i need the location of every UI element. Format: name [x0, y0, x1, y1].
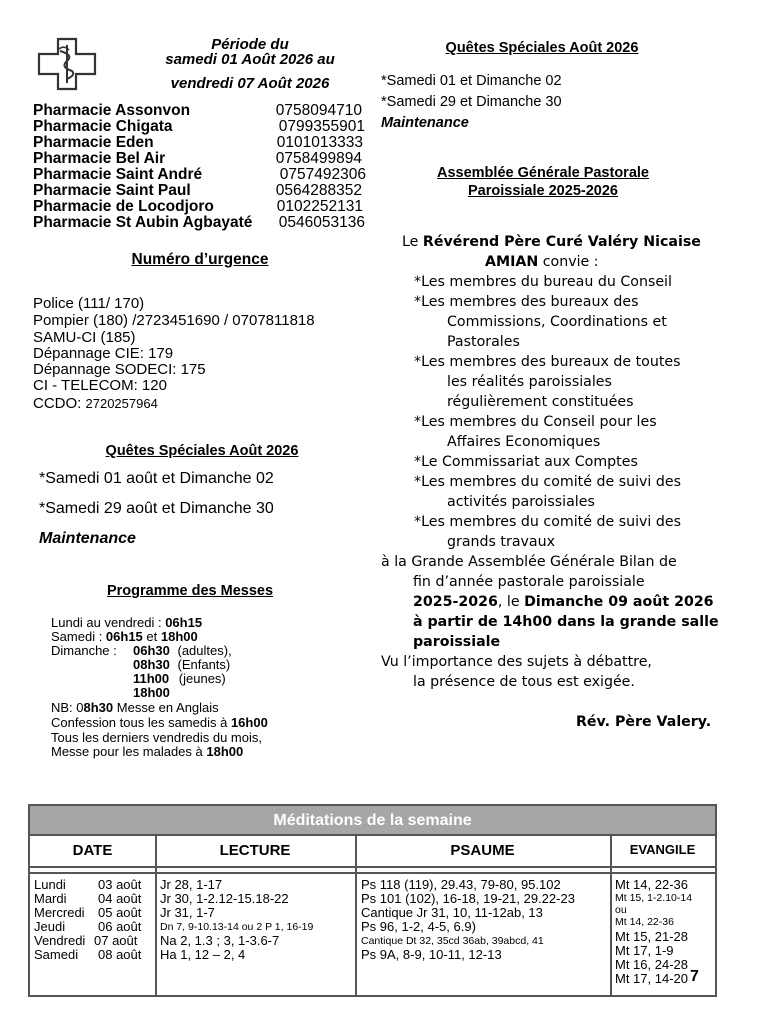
ccdo-number: 2720257964	[85, 396, 158, 411]
pharmacy-phone: 0757492306	[279, 166, 366, 183]
intro-text: Le	[402, 234, 423, 250]
pharmacy-row	[33, 135, 365, 151]
assemblee-p6: Vu l’importance des sujets à débattre,	[381, 654, 652, 670]
column-divider	[610, 836, 612, 995]
programme-label: Samedi :	[51, 629, 106, 644]
lecture-item: Jr 28, 1-17	[160, 877, 223, 892]
period-line-1: Période du	[211, 36, 289, 53]
psaume-item: Cantique Jr 31, 10, 11-12ab, 13	[361, 905, 543, 920]
invitee-item-cont: Commissions, Coordinations et	[447, 314, 667, 330]
programme-title: Programme des Messes	[106, 583, 274, 599]
programme-time: 16h00	[230, 715, 268, 730]
header-lecture: LECTURE	[219, 842, 291, 859]
pharmacy-name: Pharmacie St Aubin Agbayaté	[33, 214, 253, 231]
intro-text: convie :	[538, 254, 599, 270]
programme-label: NB: 0	[51, 700, 84, 715]
programme-time: 18h00	[160, 629, 198, 644]
programme-time: 08h30	[133, 657, 170, 672]
lecture-item: Ha 1, 12 – 2, 4	[160, 947, 246, 962]
evangile-item: Mt 17, 1-9	[615, 943, 674, 958]
pharmacy-row	[33, 151, 365, 167]
lecture-item: Dn 7, 9-10.13-14 ou 2 P 1, 16-19	[160, 921, 314, 933]
pharmacy-name: Pharmacie Bel Air	[33, 150, 166, 167]
pharmacy-name: Pharmacie Assonvon	[33, 102, 191, 119]
period-line-3: vendredi 07 Août 2026	[170, 75, 330, 92]
header-evangile: EVANGILE	[629, 842, 696, 857]
pharmacy-name: Pharmacie de Locodjoro	[33, 198, 214, 215]
urgence-line: Pompier (180) /2723451690 / 0707811818	[33, 312, 315, 329]
quetes-right-line-2: *Samedi 29 et Dimanche 30	[381, 94, 562, 110]
quetes-right-line-3: Maintenance	[381, 115, 469, 131]
programme-row-dimanche-2	[133, 658, 230, 671]
pharmacy-phone: 0799355901	[278, 118, 365, 135]
programme-label: Confession tous les samedis à	[51, 715, 231, 730]
programme-row-last-2	[51, 745, 243, 758]
assemblee-date: Dimanche 09 août 2026	[524, 594, 714, 610]
invitee-item: *Les membres du comité de suivi des	[414, 514, 681, 530]
programme-row-confession	[51, 716, 268, 729]
programme-label: Lundi au vendredi :	[51, 615, 166, 630]
pharmacy-phone: 0758499894	[275, 150, 362, 167]
assemblee-text: , le	[497, 594, 525, 610]
assemblee-p1: à la Grande Assemblée Générale Bilan de	[381, 554, 677, 570]
urgence-title: Numéro d’urgence	[131, 251, 269, 268]
evangile-item: Mt 16, 24-28	[615, 957, 688, 972]
quetes-right-title: Quêtes Spéciales Août 2026	[445, 40, 639, 56]
programme-row-dimanche-1	[133, 644, 232, 657]
psaume-item: Ps 9A, 8-9, 10-11, 12-13	[361, 947, 502, 962]
pharmacy-row	[33, 103, 365, 119]
programme-time: 06h30	[133, 643, 170, 658]
urgence-line: SAMU-CI (185)	[33, 329, 136, 346]
pharmacy-name: Pharmacie Chigata	[33, 118, 173, 135]
invitee-item: *Les membres du comité de suivi des	[414, 474, 681, 490]
programme-label-dimanche: Dimanche :	[51, 643, 117, 658]
lecture-item: Jr 30, 1-2.12-15.18-22	[160, 891, 289, 906]
intro-celebrant-surname: AMIAN	[485, 254, 539, 270]
assemblee-p4: à partir de 14h00 dans la grande salle	[413, 614, 719, 630]
programme-note: (Enfants)	[177, 657, 231, 672]
invitee-item-cont: les réalités paroissiales	[447, 374, 612, 390]
date-value: 03 août	[98, 877, 142, 892]
lecture-item: Jr 31, 1-7	[160, 905, 215, 920]
date-day: Jeudi	[34, 919, 66, 934]
quetes-left-line-1: *Samedi 01 août et Dimanche 02	[39, 470, 274, 487]
meditations-table	[28, 804, 717, 997]
quetes-right-line-1: *Samedi 01 et Dimanche 02	[381, 73, 562, 89]
invitee-item: *Les membres des bureaux de toutes	[414, 354, 681, 370]
pharmacy-name: Pharmacie Saint Paul	[33, 182, 191, 199]
column-divider	[155, 836, 157, 995]
meditations-title-bar	[30, 806, 715, 836]
quetes-left-title: Quêtes Spéciales Août 2026	[105, 443, 299, 459]
programme-time: 06h15	[165, 615, 203, 630]
evangile-item: Mt 15, 1-2.10-14	[615, 892, 693, 904]
assemblee-p5: paroissiale	[413, 634, 501, 650]
urgence-line: Dépannage SODECI: 175	[33, 361, 206, 378]
pharmacy-row	[33, 199, 365, 215]
programme-note: (jeunes)	[178, 671, 226, 686]
pharmacy-row	[33, 215, 365, 231]
evangile-item: Mt 15, 21-28	[615, 929, 688, 944]
programme-row-nb	[51, 701, 219, 714]
invitee-item-cont: Affaires Economiques	[447, 434, 601, 450]
table-header-row	[30, 836, 715, 868]
date-value: 04 août	[98, 891, 142, 906]
assemblee-title-1: Assemblée Générale Pastorale	[437, 165, 649, 181]
urgence-line: Police (111/ 170)	[33, 295, 145, 312]
assemblee-intro-2	[485, 252, 599, 272]
intro-celebrant: Révérend Père Curé Valéry Nicaise	[422, 234, 701, 250]
pharmacy-phone: 0102252131	[276, 198, 363, 215]
programme-row-dimanche-3	[133, 672, 226, 685]
date-day: Mardi	[34, 891, 67, 906]
evangile-item: Mt 17, 14-20	[615, 971, 688, 986]
invitee-item-cont: Pastorales	[447, 334, 520, 350]
invitee-item-cont: grands travaux	[447, 534, 555, 550]
period-line-2: samedi 01 Août 2026 au	[165, 51, 335, 68]
psaume-item: Ps 118 (119), 29.43, 79-80, 95.102	[361, 877, 561, 892]
pharmacy-cross-logo	[36, 37, 98, 91]
date-day: Mercredi	[34, 905, 85, 920]
date-day: Vendredi	[34, 933, 86, 948]
evangile-item: Mt 14, 22-36	[615, 877, 688, 892]
urgence-line: CI - TELECOM: 120	[33, 377, 167, 394]
psaume-item: Cantique Dt 32, 35cd 36ab, 39abcd, 41	[361, 935, 544, 947]
psaume-item: Ps 96, 1-2, 4-5, 6.9)	[361, 919, 476, 934]
pharmacy-phone: 0101013333	[276, 134, 363, 151]
pharmacy-row	[33, 167, 365, 183]
date-value: 08 août	[98, 947, 142, 962]
pharmacy-phone: 0546053136	[278, 214, 365, 231]
pharmacy-phone: 0564288352	[275, 182, 362, 199]
invitee-item: *Les membres du bureau du Conseil	[414, 274, 672, 290]
page-number: 7	[690, 968, 699, 985]
pharmacy-row	[33, 183, 365, 199]
date-value: 07 août	[94, 933, 138, 948]
date-value: 05 août	[98, 905, 142, 920]
urgence-ccdo	[33, 396, 158, 412]
assemblee-title-2: Paroissiale 2025-2026	[468, 183, 618, 199]
quetes-left-line-2: *Samedi 29 août et Dimanche 30	[39, 500, 274, 517]
date-value: 06 août	[98, 919, 142, 934]
programme-note: (adultes),	[177, 643, 232, 658]
signature: Rév. Père Valery.	[576, 714, 712, 730]
urgence-line: Dépannage CIE: 179	[33, 345, 174, 362]
assemblee-p3	[413, 592, 714, 612]
programme-row-weekdays	[51, 616, 202, 629]
programme-time: 11h00	[133, 671, 170, 686]
column-divider	[355, 836, 357, 995]
assemblee-intro	[402, 232, 701, 252]
programme-time: 8h30	[83, 700, 114, 715]
programme-time: 18h00	[206, 744, 244, 759]
ccdo-label: CCDO:	[33, 395, 86, 412]
invitee-item: *Les membres du Conseil pour les	[414, 414, 657, 430]
pharmacy-phone: 0758094710	[275, 102, 362, 119]
evangile-item: ou	[615, 904, 627, 916]
assemblee-p7: la présence de tous est exigée.	[413, 674, 635, 690]
pharmacy-name: Pharmacie Eden	[33, 134, 154, 151]
invitee-item-cont: régulièrement constituées	[447, 394, 634, 410]
programme-row-samedi	[51, 630, 198, 643]
psaume-item: Ps 101 (102), 16-18, 19-21, 29.22-23	[361, 891, 575, 906]
header-date: DATE	[72, 842, 113, 859]
programme-row-dimanche-4: 18h00	[133, 685, 170, 700]
pharmacy-row	[33, 119, 365, 135]
programme-row-last-1: Tous les derniers vendredis du mois,	[51, 730, 262, 745]
meditations-title: Méditations de la semaine	[273, 812, 472, 829]
lecture-item: Na 2, 1.3 ; 3, 1-3.6-7	[160, 933, 280, 948]
pharmacy-name: Pharmacie Saint André	[33, 166, 203, 183]
header-gap-line	[30, 872, 715, 874]
programme-label: et	[142, 629, 161, 644]
invitee-item-cont: activités paroissiales	[447, 494, 595, 510]
date-day: Lundi	[34, 877, 66, 892]
evangile-item: Mt 14, 22-36	[615, 916, 674, 928]
invitee-item: *Les membres des bureaux des	[414, 294, 639, 310]
programme-label: Messe pour les malades à	[51, 744, 207, 759]
assemblee-year: 2025-2026	[413, 594, 498, 610]
quetes-left-line-3: Maintenance	[39, 530, 136, 547]
invitee-item: *Le Commissariat aux Comptes	[414, 454, 638, 470]
programme-time: 06h15	[105, 629, 143, 644]
header-psaume: PSAUME	[450, 842, 515, 859]
date-day: Samedi	[34, 947, 79, 962]
assemblee-p2: fin d’année pastorale paroissiale	[413, 574, 645, 590]
programme-label: Messe en Anglais	[113, 700, 219, 715]
